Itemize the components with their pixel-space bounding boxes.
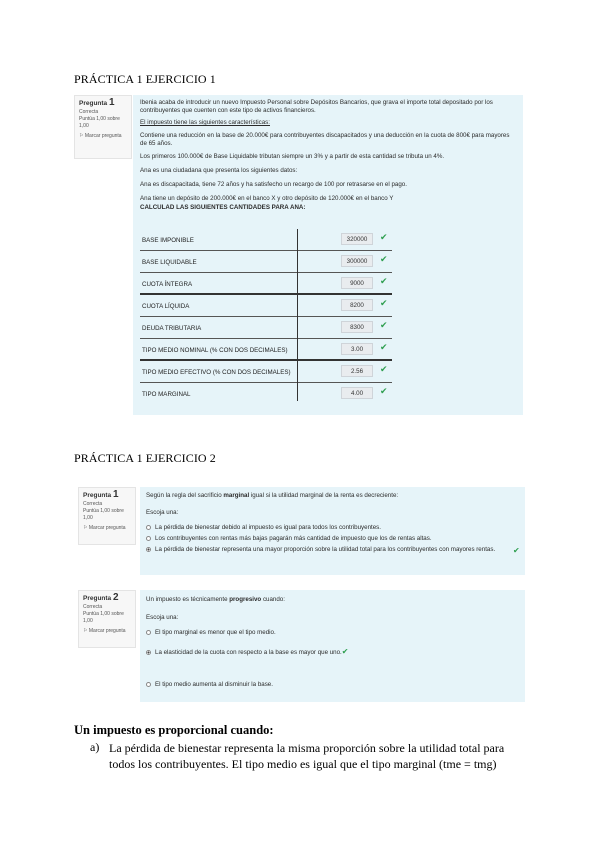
ana-intro: Ana es una ciudadana que presenta los siguientes datos: (140, 167, 298, 174)
question-score: Puntúa 1,00 sobre 1,00 (83, 508, 124, 521)
proportional-title: Un impuesto es proporcional cuando: (74, 723, 274, 737)
question-info-box (74, 95, 132, 159)
row-label: CUOTA LÍQUIDA (142, 303, 190, 310)
answer-field[interactable]: 3.00 (341, 343, 373, 355)
question-info-box (78, 487, 136, 545)
check-icon: ✔ (380, 364, 388, 374)
option-text: La pérdida de bienestar representa una mayor proporción sobre la utilidad total para los contribuyentes con mayores rentas. (155, 546, 496, 553)
question-status: Correcta (83, 501, 103, 507)
table-divider (297, 229, 298, 401)
row-label: TIPO MEDIO EFECTIVO (% CON DOS DECIMALES) (142, 369, 291, 376)
check-icon: ✔ (380, 232, 388, 242)
row-label: TIPO MEDIO NOMINAL (% CON DOS DECIMALES) (142, 347, 288, 354)
option-row[interactable] (146, 535, 516, 543)
option-row[interactable] (146, 681, 273, 689)
question-score: Puntúa 1,00 sobre 1,00 (83, 611, 124, 624)
question-number: 2 (112, 592, 119, 603)
answer-field[interactable]: 300000 (341, 255, 373, 267)
question-info-box (78, 590, 136, 648)
row-label: CUOTA ÍNTEGRA (142, 281, 193, 288)
radio-button-selected[interactable] (146, 547, 151, 552)
table-row (140, 317, 392, 339)
choose-prompt: Escoja una: (146, 614, 179, 621)
characteristic-2: Los primeros 100.000€ de Base Liquidable tributan siempre un 3% y a partir de esta cantidad se tributa un 4%. (140, 153, 445, 160)
option-text: La pérdida de bienestar debido al impuesto es igual para todos los contribuyentes. (155, 524, 381, 531)
ana-data-1: Ana es discapacitada, tiene 72 años y ha satisfecho un recargo de 100 por retrasarse en el pago. (140, 181, 407, 188)
section-heading-1: PRÁCTICA 1 EJERCICIO 1 (74, 72, 216, 86)
list-marker: a) (90, 740, 100, 754)
answer-field[interactable]: 320000 (341, 233, 373, 245)
question-text (146, 596, 519, 604)
option-row[interactable] (146, 629, 276, 637)
question-status: Correcta (79, 109, 99, 115)
question-text-post: cuando: (261, 596, 285, 603)
flag-icon: ⚐ (83, 628, 88, 634)
option-text: El tipo marginal es menor que el tipo medio. (155, 629, 276, 636)
answer-field[interactable]: 9000 (341, 277, 373, 289)
check-icon: ✔ (380, 276, 388, 286)
option-text: El tipo medio aumenta al disminuir la base. (155, 681, 273, 688)
flag-label: Marcar pregunta (88, 628, 126, 634)
check-icon: ✔ (380, 320, 388, 330)
table-row (140, 229, 392, 251)
check-icon: ✔ (380, 298, 388, 308)
answer-field[interactable]: 4.00 (341, 387, 373, 399)
question-number: 1 (108, 97, 115, 108)
characteristics-title: El impuesto tiene las siguientes características: (140, 119, 270, 126)
answer-field[interactable]: 8300 (341, 321, 373, 333)
flag-label: Marcar pregunta (88, 525, 126, 531)
radio-button[interactable] (146, 682, 151, 687)
flag-question-link[interactable] (83, 525, 131, 532)
check-icon: ✔ (513, 546, 520, 555)
answer-paragraph: La pérdida de bienestar representa la misma proporción sobre la utilidad total para todos los contribuyentes. El tipo medio es igual que el tipo marginal (tme = tmg) (109, 741, 505, 771)
radio-button-selected[interactable] (146, 650, 151, 655)
question-text-post: igual si la utilidad marginal de la renta es decreciente: (249, 492, 399, 499)
answer-field[interactable]: 8200 (341, 299, 373, 311)
check-icon: ✔ (341, 647, 349, 656)
flag-question-link[interactable] (79, 133, 127, 140)
option-row[interactable] (146, 524, 516, 532)
question-intro: Ibenia acaba de introducir un nuevo Impuesto Personal sobre Depósitos Bancarios, que grava el importe total depositado por los contribuyentes que cuenten con este tipo de activos financieros. (140, 99, 493, 114)
question-number: 1 (112, 489, 119, 500)
table-row (140, 295, 392, 317)
option-text: Los contribuyentes con rentas más bajas pagarán más cantidad de impuesto que los de rentas altas. (155, 535, 432, 542)
answer-field[interactable]: 2.56 (341, 365, 373, 377)
row-label: TIPO MARGINAL (142, 391, 191, 398)
question-text (146, 492, 519, 500)
question-label: Pregunta (79, 100, 108, 107)
question-label: Pregunta (83, 492, 112, 499)
flag-icon: ⚐ (79, 133, 84, 139)
row-label: BASE IMPONIBLE (142, 237, 194, 244)
option-row[interactable] (146, 648, 348, 657)
check-icon: ✔ (380, 342, 388, 352)
option-row[interactable] (146, 546, 515, 554)
option-text: La elasticidad de la cuota con respecto a la base es mayor que uno. (155, 649, 342, 656)
table-row (140, 273, 392, 295)
flag-icon: ⚐ (83, 525, 88, 531)
flag-question-link[interactable] (83, 628, 131, 635)
flag-label: Marcar pregunta (84, 133, 122, 139)
choose-prompt: Escoja una: (146, 509, 179, 516)
question-text-bold: marginal (223, 492, 250, 499)
characteristic-1: Contiene una reducción en la base de 20.000€ para contribuyentes discapacitados y una deducción en la cuota de 800€ para mayores de 65 años. (140, 132, 510, 147)
question-label: Pregunta (83, 595, 112, 602)
check-icon: ✔ (380, 254, 388, 264)
row-label: BASE LIQUIDABLE (142, 259, 197, 266)
question-text-pre: Según la regla del sacrificio (146, 492, 224, 499)
row-label: DEUDA TRIBUTARIA (142, 325, 202, 332)
calc-title: CALCULAD LAS SIGUIENTES CANTIDADES PARA ANA: (140, 204, 306, 211)
question-score: Puntúa 1,00 sobre 1,00 (79, 116, 120, 129)
check-icon: ✔ (380, 386, 388, 396)
table-row (140, 251, 392, 273)
table-row (140, 383, 392, 405)
question-text-pre: Un impuesto es técnicamente (146, 596, 230, 603)
radio-button[interactable] (146, 536, 151, 541)
question-text-bold: progresivo (229, 596, 262, 603)
radio-button[interactable] (146, 525, 151, 530)
radio-button[interactable] (146, 630, 151, 635)
question-status: Correcta (83, 604, 103, 610)
question-1-text (140, 99, 518, 212)
section-heading-2: PRÁCTICA 1 EJERCICIO 2 (74, 451, 216, 465)
ana-data-2: Ana tiene un depósito de 200.000€ en el banco X y otro depósito de 120.000€ en el banco Y (140, 195, 394, 202)
table-row (140, 361, 392, 383)
table-row (140, 339, 392, 361)
